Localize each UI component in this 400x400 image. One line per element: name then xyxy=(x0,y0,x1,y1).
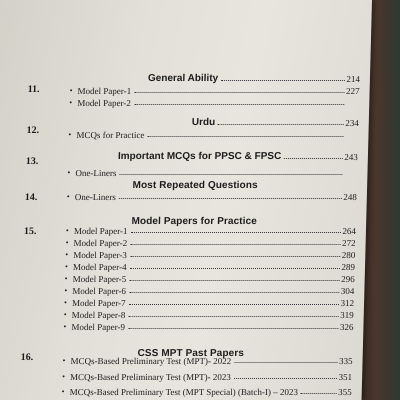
dot-leader xyxy=(128,328,338,329)
bullet-icon: • xyxy=(65,226,69,235)
bullet-icon: • xyxy=(69,98,73,107)
entry-label: MCQs for Practice xyxy=(76,130,145,140)
page-number: 280 xyxy=(341,250,356,260)
bullet-icon: • xyxy=(61,387,65,396)
toc-entry xyxy=(62,385,352,397)
dot-leader xyxy=(130,232,340,233)
bullet-icon: • xyxy=(63,322,67,331)
dot-leader xyxy=(284,158,343,159)
page-number: 272 xyxy=(342,238,356,248)
dot-leader xyxy=(130,268,340,269)
page-number: 319 xyxy=(340,310,354,320)
dot-leader xyxy=(218,124,344,125)
page-number: 312 xyxy=(340,298,355,308)
page-number: 248 xyxy=(343,192,357,202)
section-number: 12. xyxy=(26,125,40,136)
toc-entry xyxy=(67,190,357,202)
page-number: 243 xyxy=(344,152,359,162)
dot-leader xyxy=(234,378,337,379)
bullet-icon: • xyxy=(66,192,70,201)
page-number: 296 xyxy=(341,274,355,284)
entry-label: Model Paper-1 xyxy=(77,86,132,96)
bullet-icon: • xyxy=(63,310,67,319)
bullet-icon: • xyxy=(67,168,71,177)
bullet-icon: • xyxy=(68,130,72,139)
toc-entry xyxy=(64,308,354,320)
bullet-icon: • xyxy=(64,262,68,271)
toc-entry xyxy=(69,84,359,96)
page-number: 227 xyxy=(345,86,360,96)
section-number: 13. xyxy=(25,156,39,167)
toc-entry xyxy=(66,224,356,236)
entry-label: Model Paper-6 xyxy=(72,286,127,296)
section-number: 11. xyxy=(27,84,40,95)
entry-label: Model Paper-7 xyxy=(71,298,126,308)
dot-leader xyxy=(134,92,344,93)
entry-label: Model Paper-5 xyxy=(72,274,127,284)
dot-leader xyxy=(129,304,339,305)
entry-label: One-Liners xyxy=(75,168,117,178)
dot-leader xyxy=(119,198,342,199)
bullet-icon: • xyxy=(62,356,66,365)
page-number: 264 xyxy=(342,226,357,236)
section-title: General Ability xyxy=(147,73,219,84)
page-number: 234 xyxy=(345,118,359,128)
toc-entry xyxy=(62,354,352,366)
bullet-icon: • xyxy=(62,372,66,381)
section-number: 16. xyxy=(20,352,34,363)
entry-label: Model Paper-8 xyxy=(71,310,126,320)
toc-entry xyxy=(65,260,355,272)
page-number: 335 xyxy=(338,356,353,366)
section-title: Important MCQs for PPSC & FPSC xyxy=(117,151,282,162)
section-number: 15. xyxy=(23,226,37,237)
dot-leader xyxy=(129,280,339,281)
page-number: 355 xyxy=(338,387,352,397)
dot-leader xyxy=(134,104,344,105)
section-heading-row xyxy=(118,150,358,162)
toc-entry xyxy=(64,296,354,308)
toc-entry xyxy=(67,166,357,178)
dot-leader xyxy=(221,80,345,81)
entry-label: MCQs-Based Preliminary Test (MPT)- 2023 xyxy=(69,372,231,382)
entry-label: Model Paper-2 xyxy=(77,98,131,108)
page-number: 214 xyxy=(346,74,361,84)
section-number: 14. xyxy=(24,192,38,203)
toc-entry xyxy=(68,128,358,140)
toc-entry xyxy=(64,284,354,296)
entry-label: Model Paper-1 xyxy=(73,226,128,236)
dot-leader xyxy=(128,316,338,317)
section-heading-row xyxy=(148,72,360,84)
toc-entry xyxy=(66,236,356,248)
section-title: Most Repeated Questions xyxy=(132,180,258,191)
entry-label: MCQs-Based Preliminary Test (MPT)- 2022 xyxy=(70,356,232,366)
entry-label: Model Paper-9 xyxy=(71,322,126,332)
entry-label: MCQs-Based Preliminary Test (MPT Special) (Batch-I) – 2023 xyxy=(69,387,299,397)
bullet-icon: • xyxy=(69,86,73,95)
page-number: 326 xyxy=(339,322,354,332)
dot-leader xyxy=(129,292,339,293)
toc-entry xyxy=(63,320,353,332)
bullet-icon: • xyxy=(64,274,68,283)
dot-leader xyxy=(234,362,337,363)
section-title: CSS MPT Past Papers xyxy=(137,348,245,359)
page-number: 304 xyxy=(340,286,355,296)
entry-label: Model Paper-2 xyxy=(73,238,128,248)
bullet-icon: • xyxy=(65,238,69,247)
dot-leader xyxy=(130,256,340,257)
toc-entry xyxy=(62,370,352,382)
dot-leader xyxy=(301,393,337,394)
section-heading-row xyxy=(192,116,359,128)
bullet-icon: • xyxy=(64,286,68,295)
bullet-icon: • xyxy=(65,250,69,259)
dot-leader xyxy=(147,136,343,137)
entry-label: One-Liners xyxy=(74,192,116,202)
entry-label: Model Paper-4 xyxy=(72,262,127,272)
section-title: Urdu xyxy=(191,117,216,128)
page-number: 351 xyxy=(338,372,353,382)
dot-leader xyxy=(130,244,340,245)
bullet-icon: • xyxy=(63,298,68,307)
dot-leader xyxy=(119,174,342,175)
page-number: 289 xyxy=(341,262,356,272)
section-title: Model Papers for Practice xyxy=(131,216,258,227)
entry-label: Model Paper-3 xyxy=(73,250,128,260)
toc-entry xyxy=(65,272,355,284)
toc-entry xyxy=(69,96,359,108)
toc-entry xyxy=(65,248,355,260)
